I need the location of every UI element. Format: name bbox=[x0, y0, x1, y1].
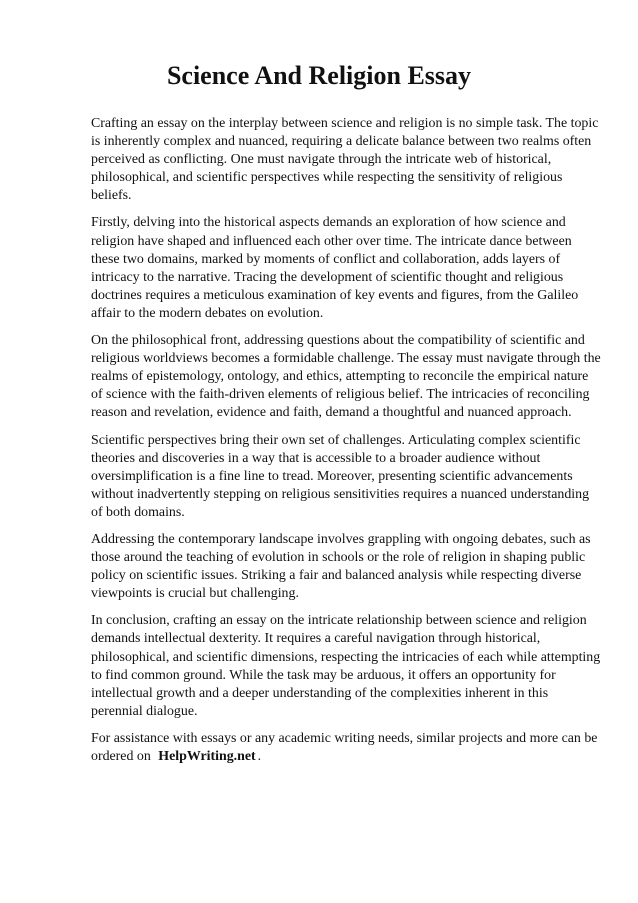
paragraph-contemporary: Addressing the contemporary landscape involves grappling with ongoing debates, such as those around the teaching of evolution in schools or the role of religion in shaping public policy on scientific issues. Striking a fair and balanced analysis while respecting diverse viewpoints is crucial but challenging. bbox=[91, 531, 591, 602]
paragraph-philosophical: On the philosophical front, addressing questions about the compatibility of scientific and religious worldviews becomes a formidable challenge. The essay must navigate through the realms of epistemology, ontology, and ethics, attempting to reconcile the empirical nature of science with the faith-driven elements of religious belief. The intricacies of reconciling reason and revelation, evidence and faith, demand a thoughtful and nuanced approach. bbox=[91, 333, 601, 421]
document-title: Science And Religion Essay bbox=[166, 61, 472, 90]
closing-period: . bbox=[257, 749, 262, 764]
paragraph-intro: Crafting an essay on the interplay between science and religion is no simple task. The topic is inherently complex and nuanced, requiring a delicate balance between two realms often perceived as conflicting. One must navigate through the intricate web of historical, philosophical, and scientific perspectives while respecting the sensitivity of religious beliefs. bbox=[91, 116, 599, 204]
paragraph-closing bbox=[91, 730, 602, 766]
helpwriting-link[interactable]: HelpWriting.net bbox=[158, 749, 256, 764]
paragraph-conclusion: In conclusion, crafting an essay on the intricate relationship between science and religion demands intellectual dexterity. It requires a careful navigation through historical, philosophical, and scientific dimensions, respecting the intricacies of each while attempting to find common ground. While the task may be arduous, it offers an opportunity for intellectual growth and a deeper understanding of the complexities inherent in this perennial dialogue. bbox=[91, 613, 601, 719]
closing-text: For assistance with essays or any academic writing needs, similar projects and more can be ordered on bbox=[91, 730, 598, 764]
paragraph-scientific: Scientific perspectives bring their own set of challenges. Articulating complex scientific theories and discoveries in a way that is accessible to a broader audience without oversimplification is a fine line to tread. Moreover, presenting scientific advancements without inadvertently stepping on religious sensitivities requires a nuanced understanding of both domains. bbox=[91, 432, 590, 520]
paragraph-historical: Firstly, delving into the historical aspects demands an exploration of how science and religion have shaped and influenced each other over time. The intricate dance between these two domains, marked by moments of conflict and collaboration, adds layers of intricacy to the narrative. Tracing the development of scientific thought and religious doctrines requires a meticulous examination of key events and figures, from the Galileo affair to the modern debates on evolution. bbox=[91, 215, 579, 321]
